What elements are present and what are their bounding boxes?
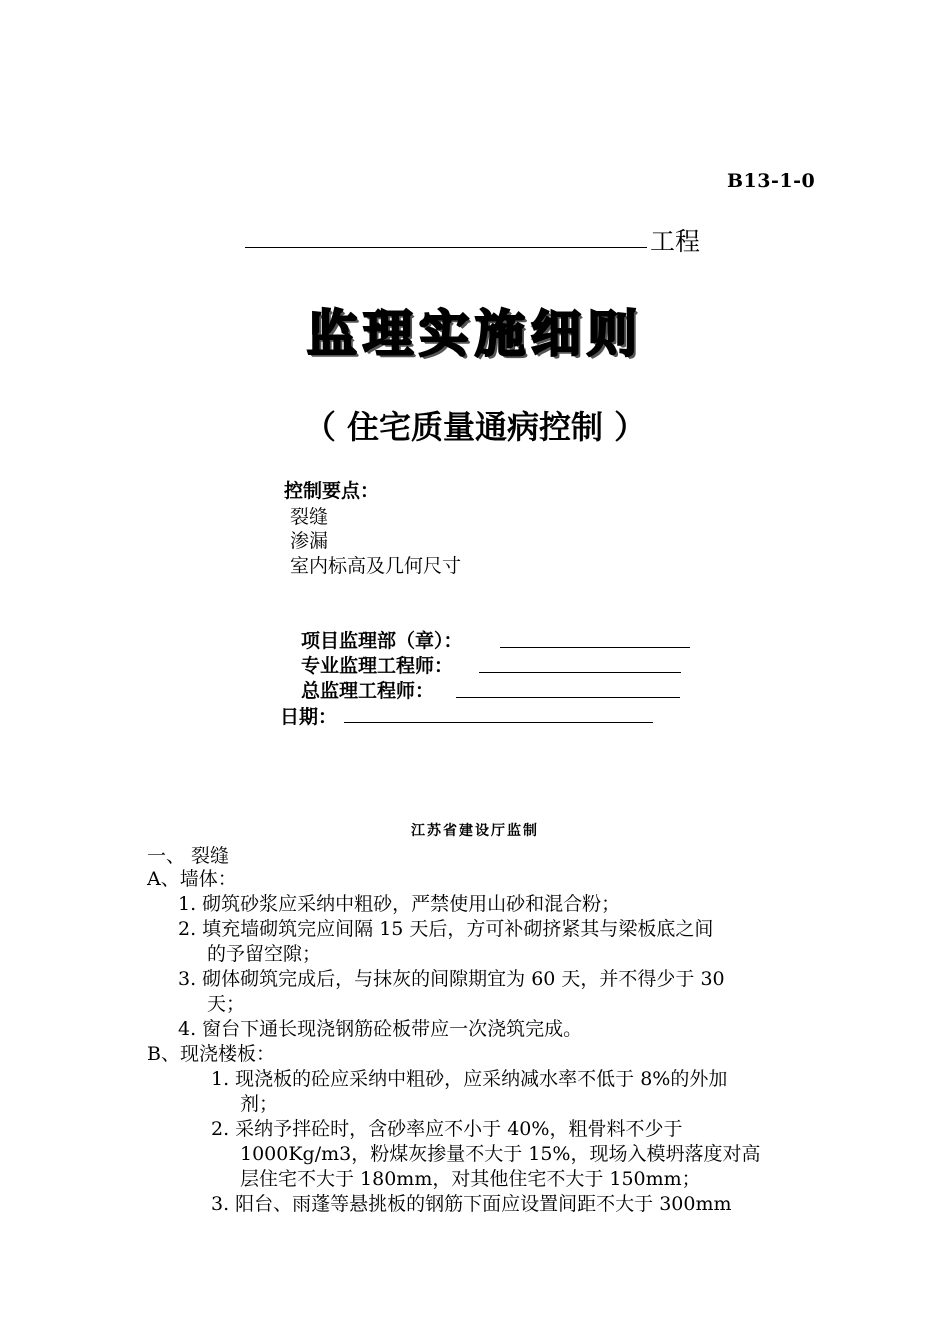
list-item-continuation: 的予留空隙；	[207, 943, 322, 965]
subsection-heading: A、墙体：	[147, 868, 237, 890]
project-suffix: 工程	[650, 227, 701, 256]
subsection-heading: B、现浇楼板：	[147, 1043, 275, 1065]
sign-blank-date	[344, 722, 653, 723]
list-item: 4. 窗台下通长现浇钢筋砼板带应一次浇筑完成。	[178, 1018, 583, 1040]
document-code: B13-1-0	[727, 170, 816, 192]
sign-label-engineer: 专业监理工程师：	[301, 655, 454, 677]
list-item: 2. 采纳予拌砼时，含砂率应不小于 40%，粗骨料不少于	[211, 1118, 683, 1140]
list-item-continuation: 层住宅不大于 180mm，对其他住宅不大于 150mm；	[240, 1168, 701, 1190]
list-item-continuation: 天；	[207, 993, 246, 1015]
section-heading: 一、 裂缝	[147, 845, 230, 867]
sign-label-date: 日期：	[280, 706, 338, 728]
sign-blank-chief	[456, 697, 680, 698]
list-item-continuation: 1000Kg/m3，粉煤灰掺量不大于 15%，现场入模坍落度对高	[240, 1143, 761, 1165]
sign-blank-engineer	[479, 672, 681, 673]
sub-title: （ 住宅质量通病控制 ）	[303, 408, 647, 446]
list-item: 3. 砌体砌筑完成后，与抹灰的间隙期宜为 60 天，并不得少于 30	[178, 968, 725, 990]
sign-label-dept: 项目监理部（章）：	[301, 630, 463, 652]
key-points-heading: 控制要点：	[284, 480, 380, 502]
key-point-item: 室内标高及几何尺寸	[290, 555, 462, 577]
project-name-blank	[245, 247, 647, 248]
list-item: 1. 现浇板的砼应采纳中粗砂，应采纳减水率不低于 8%的外加	[211, 1068, 728, 1090]
key-point-item: 渗漏	[290, 530, 329, 552]
key-point-item: 裂缝	[290, 506, 329, 528]
list-item: 2. 填充墙砌筑完应间隔 15 天后，方可补砌挤紧其与梁板底之间	[178, 918, 714, 940]
list-item: 1. 砌筑砂浆应采纳中粗砂，严禁使用山砂和混合粉；	[178, 893, 621, 915]
issuer-line: 江苏省建设厅监制	[411, 823, 539, 839]
list-item: 3. 阳台、雨蓬等悬挑板的钢筋下面应设置间距不大于 300mm	[211, 1193, 732, 1215]
sign-label-chief: 总监理工程师：	[301, 680, 435, 702]
list-item-continuation: 剂；	[240, 1093, 279, 1115]
main-title: 监理实施细则	[307, 305, 643, 363]
sign-blank-dept	[500, 647, 690, 648]
